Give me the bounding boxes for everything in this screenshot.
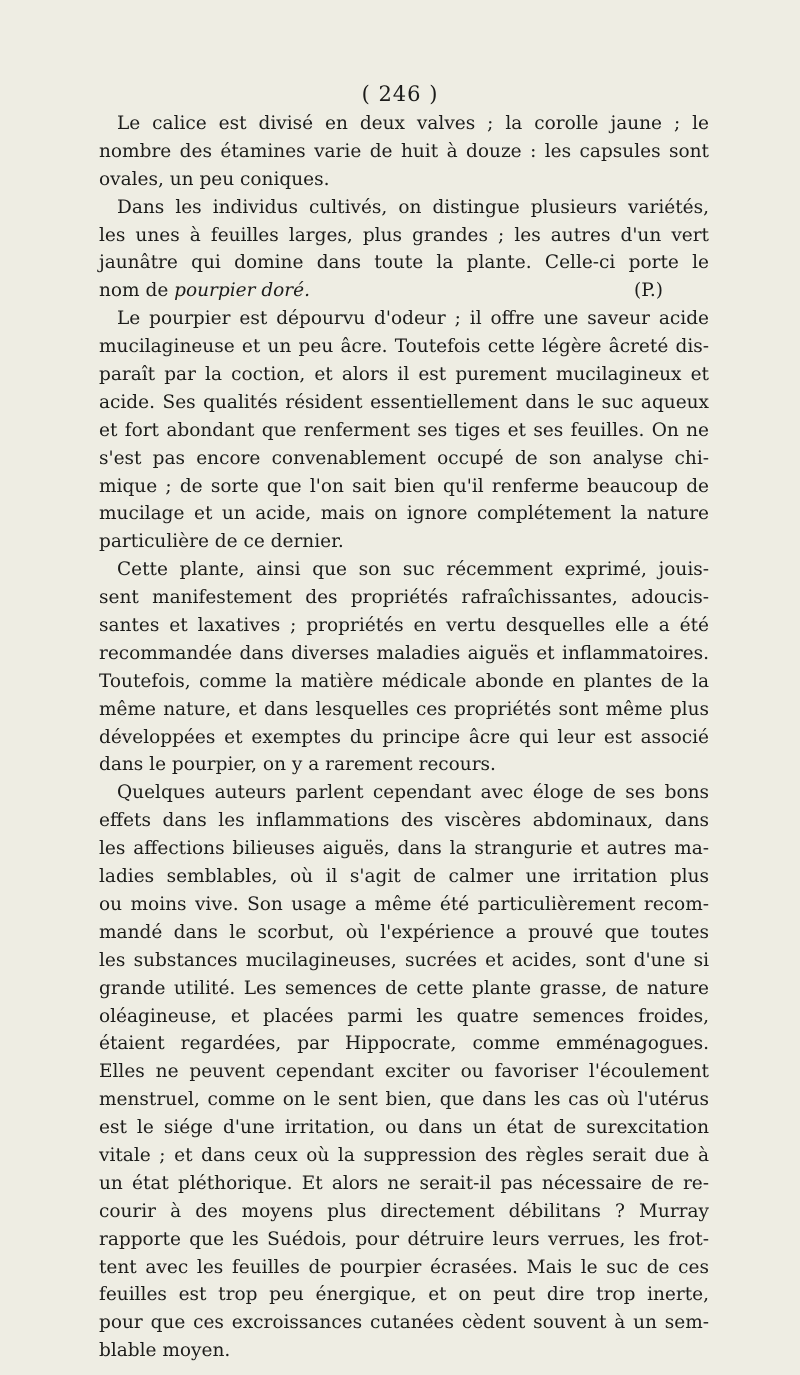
text-line: recommandée dans diverses maladies aiguës et inflammatoires.: [99, 642, 709, 664]
text-line: santes et laxatives ; propriétés en vertu desquelles elle a été: [99, 615, 709, 637]
text-line: ovales, un peu coniques.: [99, 168, 330, 190]
text-line: Le calice est divisé en deux valves ; la corolle jaune ; le: [117, 113, 709, 134]
text-line: s'est pas encore convenablement occupé de son analyse chi-: [99, 447, 709, 469]
text-line: Le pourpier est dépourvu d'odeur ; il offre une saveur acide: [117, 308, 709, 330]
text-line: feuilles est trop peu énergique, et on peut dire trop inerte,: [99, 1284, 709, 1306]
text-line: est le siége d'une irritation, ou dans un état de surexcitation: [99, 1117, 709, 1139]
text-line: blable moyen.: [99, 1340, 231, 1362]
author-initial: (P.): [633, 280, 663, 302]
text-line: Toutefois, comme la matière médicale abonde en plantes de la: [99, 670, 709, 692]
text-plain: nom de: [99, 280, 175, 302]
text-line: mandé dans le scorbut, où l'expérience a prouvé que toutes: [99, 921, 709, 943]
text-line: menstruel, comme on le sent bien, que dans les cas où l'utérus: [99, 1089, 709, 1111]
text-line: les unes à feuilles larges, plus grandes ; les autres d'un vert: [99, 224, 709, 246]
text-line: acide. Ses qualités résident essentiellement dans le suc aqueux: [99, 391, 709, 413]
text-line: [99, 277, 709, 305]
text-line: mique ; de sorte que l'on sait bien qu'il renferme beaucoup de: [99, 475, 709, 497]
text-line-main: [99, 277, 310, 305]
text-line: mucilage et un acide, mais on ignore complétement la nature: [99, 503, 709, 525]
text-line: rapporte que les Suédois, pour détruire leurs verrues, les frot-: [99, 1228, 709, 1250]
text-line: nombre des étamines varie de huit à douze : les capsules sont: [99, 140, 709, 162]
page-number: ( 246 ): [361, 82, 439, 106]
text-line: Cette plante, ainsi que son suc récemment exprimé, jouis-: [117, 559, 709, 581]
text-line: les substances mucilagineuses, sucrées et acides, sont d'une si: [99, 949, 709, 971]
text-line: Dans les individus cultivés, on distingue plusieurs variétés,: [117, 196, 709, 218]
text-line: un état pléthorique. Et alors ne serait-il pas nécessaire de re-: [99, 1172, 709, 1194]
text-line: pour que ces excroissances cutanées cèdent souvent à un sem-: [99, 1312, 709, 1334]
text-line: effets dans les inflammations des viscères abdominaux, dans: [99, 810, 709, 832]
text-line: grande utilité. Les semences de cette plante grasse, de nature: [99, 977, 709, 999]
text-line: étaient regardées, par Hippocrate, comme emménagogues.: [99, 1033, 709, 1055]
text-line: ou moins vive. Son usage a même été particulièrement recom-: [99, 893, 709, 915]
text-line: oléagineuse, et placées parmi les quatre semences froides,: [99, 1005, 709, 1027]
text-line: même nature, et dans lesquelles ces propriétés sont même plus: [99, 698, 709, 720]
text-line: développées et exemptes du principe âcre qui leur est associé: [99, 726, 709, 748]
text-line: vitale ; et dans ceux où la suppression des règles serait due à: [99, 1144, 709, 1166]
italic-term: pourpier doré.: [174, 280, 310, 302]
text-line: dans le pourpier, on y a rarement recours.: [99, 754, 496, 776]
text-line: et fort abondant que renferment ses tiges et ses feuilles. On ne: [99, 419, 709, 441]
text-line: Quelques auteurs parlent cependant avec éloge de ses bons: [117, 782, 709, 804]
text-line: ladies semblables, où il s'agit de calmer une irritation plus: [99, 866, 709, 888]
text-line: Elles ne peuvent cependant exciter ou favoriser l'écoulement: [99, 1061, 709, 1083]
text-line: paraît par la coction, et alors il est purement mucilagineux et: [99, 364, 709, 386]
text-line: courir à des moyens plus directement débilitans ? Murray: [99, 1200, 709, 1222]
text-line: jaunâtre qui domine dans toute la plante. Celle-ci porte le: [99, 252, 709, 274]
text-line: sent manifestement des propriétés rafraîchissantes, adoucis-: [99, 587, 709, 609]
text-line: tent avec les feuilles de pourpier écrasées. Mais le suc de ces: [99, 1256, 709, 1278]
text-line: les affections bilieuses aiguës, dans la strangurie et autres ma-: [99, 838, 709, 860]
text-line: mucilagineuse et un peu âcre. Toutefois cette légère âcreté dis-: [99, 336, 709, 358]
text-line: particulière de ce dernier.: [99, 531, 344, 553]
body-text: [99, 110, 709, 1365]
